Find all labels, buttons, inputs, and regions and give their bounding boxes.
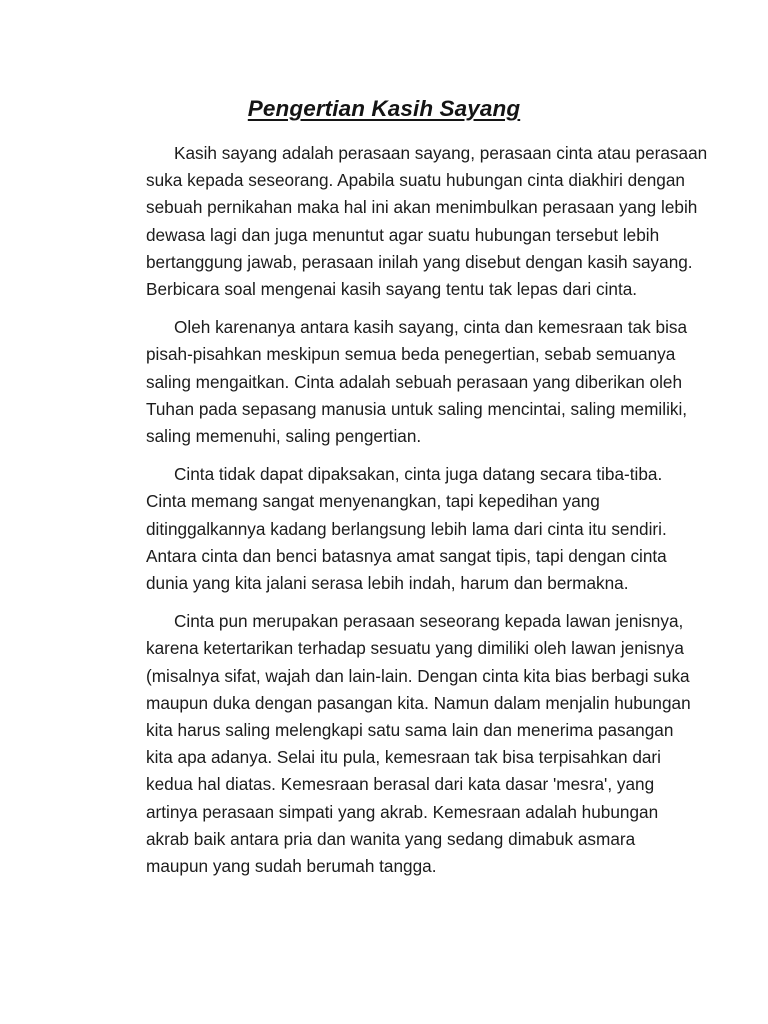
text-line: (misalnya sifat, wajah dan lain-lain. Dengan cinta kita bias berbagi suka — [146, 665, 690, 686]
text-line: Oleh karenanya antara kasih sayang, cinta dan kemesraan tak bisa — [174, 317, 688, 338]
text-line: maupun yang sudah berumah tangga. — [146, 856, 437, 877]
text-line: Kasih sayang adalah perasaan sayang, perasaan cinta atau perasaan — [174, 143, 708, 163]
text-line: dewasa lagi dan juga menuntut agar suatu hubungan tersebut lebih — [146, 224, 660, 245]
text-line: sebuah pernikahan maka hal ini akan menimbulkan perasaan yang lebih — [146, 197, 698, 218]
text-line: Cinta tidak dapat dipaksakan, cinta juga datang secara tiba-tiba. — [174, 464, 663, 485]
text-line: karena ketertarikan terhadap sesuatu yang dimiliki oleh lawan jenisnya — [146, 638, 684, 659]
text-line: Cinta memang sangat menyenangkan, tapi kepedihan yang — [146, 491, 600, 512]
text-line: Cinta pun merupakan perasaan seseorang kepada lawan jenisnya, — [174, 611, 684, 632]
paragraph-2 — [146, 314, 686, 450]
text-line: bertanggung jawab, perasaan inilah yang disebut dengan kasih sayang. — [146, 251, 693, 272]
text-line: kita harus saling melengkapi satu sama lain dan menerima pasangan — [146, 720, 674, 741]
text-line: Berbicara soal mengenai kasih sayang tentu tak lepas dari cinta. — [146, 279, 638, 300]
text-line: akrab baik antara pria dan wanita yang sedang dimabuk asmara — [146, 828, 636, 849]
document-body — [146, 140, 708, 891]
text-line: maupun duka dengan pasangan kita. Namun dalam menjalin hubungan — [146, 692, 691, 713]
text-line: saling mengaitkan. Cinta adalah sebuah perasaan yang diberikan oleh — [146, 371, 683, 392]
paragraph-1 — [146, 140, 708, 303]
paragraph-3 — [146, 461, 686, 597]
text-line: pisah-pisahkan meskipun semua beda penegertian, sebab semuanya — [146, 344, 676, 365]
paragraph-4 — [146, 608, 691, 880]
document-title: Pengertian Kasih Sayang — [247, 96, 521, 121]
text-line: suka kepada seseorang. Apabila suatu hubungan cinta diakhiri dengan — [146, 170, 685, 191]
text-line: Antara cinta dan benci batasnya amat sangat tipis, tapi dengan cinta — [146, 545, 667, 566]
text-line: kedua hal diatas. Kemesraan berasal dari kata dasar 'mesra', yang — [146, 774, 655, 795]
text-line: Tuhan pada sepasang manusia untuk saling mencintai, saling memiliki, — [146, 398, 688, 419]
text-line: artinya perasaan simpati yang akrab. Kemesraan adalah hubungan — [146, 801, 659, 822]
text-line: saling memenuhi, saling pengertian. — [146, 426, 422, 447]
text-line: kita apa adanya. Selai itu pula, kemesraan tak bisa terpisahkan dari — [146, 747, 661, 768]
text-line: ditinggalkannya kadang berlangsung lebih lama dari cinta itu sendiri. — [146, 518, 667, 539]
text-line: dunia yang kita jalani serasa lebih indah, harum dan bermakna. — [146, 573, 629, 594]
